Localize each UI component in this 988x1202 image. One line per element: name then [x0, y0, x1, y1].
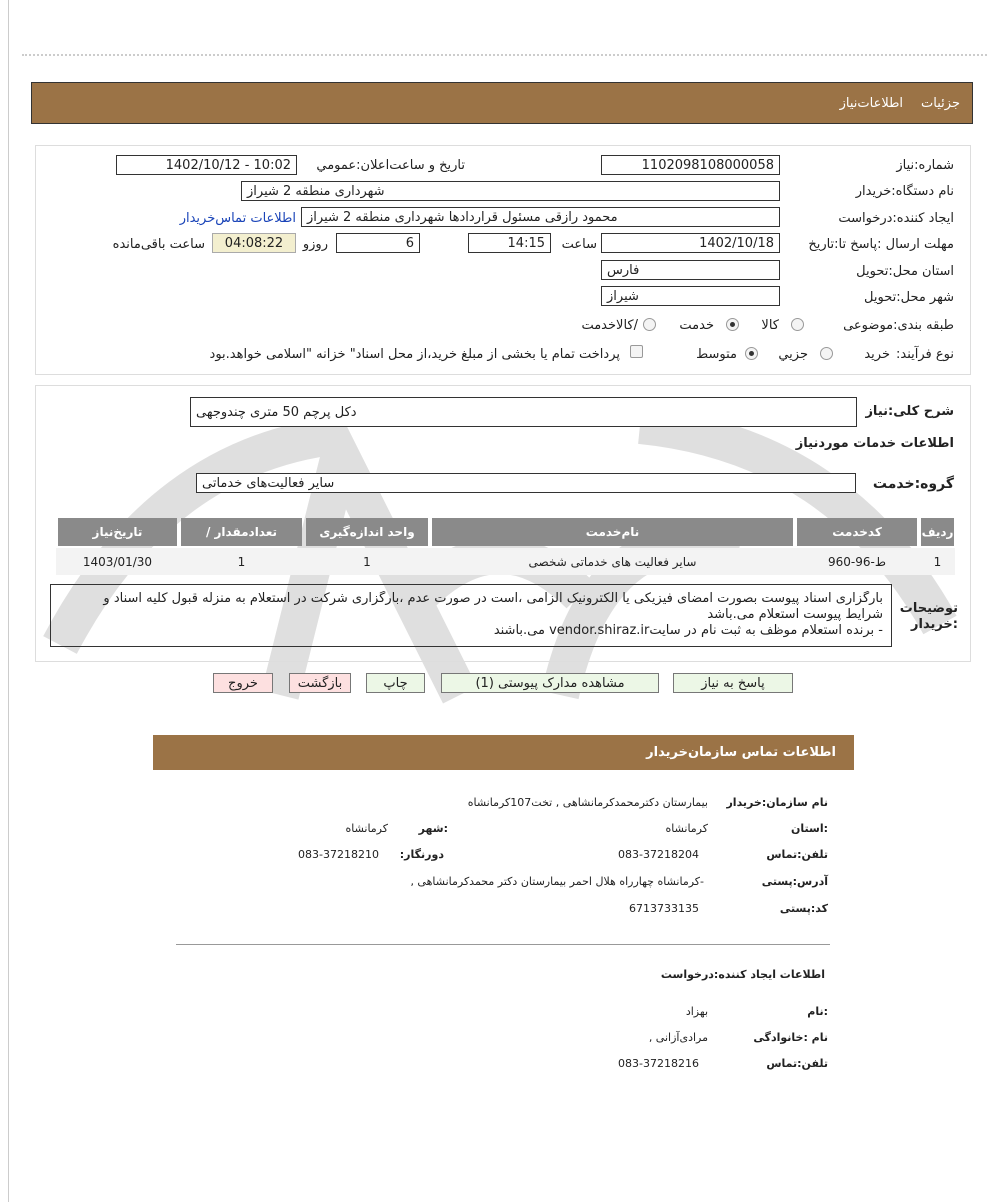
- view-attachments-button[interactable]: مشاهده مدارک پیوستی (1): [441, 673, 659, 693]
- tab-details[interactable]: جزئیات: [921, 95, 960, 111]
- contact-province-value: کرمانشاه: [665, 822, 708, 835]
- buyer-notes-line-2: شرایط پیوست استعلام می.باشد: [707, 607, 883, 622]
- need-number-field: 1102098108000058: [601, 155, 780, 175]
- creator-name-value: بهزاد: [685, 1005, 708, 1018]
- process-minor-radio[interactable]: [820, 347, 833, 360]
- col-header-need-date: تاریخ‌نیاز: [58, 518, 177, 546]
- deadline-time-field: 14:15: [468, 233, 551, 253]
- header-bar: [31, 82, 973, 124]
- col-header-service-name: نام‌خدمت: [432, 518, 793, 546]
- process-minor-label: جزیي: [778, 347, 808, 362]
- deadline-label: مهلت ارسال :پاسخ تا:تاریخ: [808, 237, 954, 252]
- contact-city-label: :شهر: [418, 822, 448, 835]
- creator-name-label: :نام: [807, 1005, 828, 1018]
- creator-family-label: نام :خانوادگی: [753, 1031, 828, 1044]
- col-header-service-code: کدخدمت: [797, 518, 917, 546]
- process-type-label: نوع فرآیند:: [896, 347, 954, 362]
- announce-field: 1402/10/12 - 10:02: [116, 155, 297, 175]
- creator-phone-value: 083-37218216: [618, 1057, 699, 1070]
- deadline-date-field: 1402/10/18: [601, 233, 780, 253]
- cell-service-code: ط-96-960: [828, 555, 886, 569]
- reply-button[interactable]: پاسخ به نیاز: [673, 673, 793, 693]
- deadline-time-label: ساعت: [561, 237, 597, 252]
- days-label: روزو: [302, 237, 328, 252]
- treasury-payment-note: پرداخت تمام یا بخشی از مبلغ خرید،از محل اسناد" خزانه "اسلامی خواهد.بود: [209, 347, 620, 362]
- cell-service-name: سایر فعالیت های خدماتی شخصی: [528, 555, 697, 569]
- category-goods-service-label: /کالاخدمت: [581, 318, 638, 333]
- buyer-notes-box: [50, 584, 892, 647]
- creator-phone-label: تلفن:تماس: [766, 1057, 828, 1070]
- contact-section-header: اطلاعات تماس سازمان‌خریدار: [153, 735, 854, 770]
- delivery-province-label: استان محل:تحویل: [856, 264, 954, 279]
- contact-org-label: نام سازمان:خریدار: [726, 796, 828, 809]
- contact-city-value: کرمانشاه: [345, 822, 388, 835]
- contact-postal-label: کد:پستی: [779, 902, 828, 915]
- col-header-unit: واحد اندازه‌گیری: [306, 518, 428, 546]
- creator-label: ایجاد کننده:درخواست: [838, 211, 954, 226]
- contact-phone-value: 083-37218204: [618, 848, 699, 861]
- print-button[interactable]: چاپ: [366, 673, 425, 693]
- delivery-city-field: شیراز: [601, 286, 780, 306]
- creator-family-value: مرادی‌آزانی ,: [648, 1031, 708, 1044]
- contact-phone-label: تلفن:تماس: [766, 848, 828, 861]
- cell-quantity: 1: [237, 555, 246, 569]
- contact-org-value: بیمارستان دکترمحمدکرمانشاهی , تخت107کرمانشاه: [467, 796, 708, 809]
- process-medium-label: متوسط: [696, 347, 737, 362]
- cell-row-number: 1: [933, 555, 942, 569]
- service-group-label: گروه:خدمت: [872, 476, 954, 492]
- contact-postal-value: 6713733135: [629, 902, 699, 915]
- tab-need-info[interactable]: اطلاعات‌نیاز: [839, 95, 904, 111]
- buyer-notes-label: توضیحات :خریدار: [899, 601, 958, 632]
- services-title: اطلاعات خدمات موردنیاز: [795, 436, 954, 451]
- col-header-row: ردیف: [921, 518, 954, 546]
- delivery-city-label: شهر محل:تحویل: [864, 290, 954, 305]
- contact-province-label: :استان: [791, 822, 828, 835]
- process-prefix: خرید: [864, 347, 890, 362]
- need-info-panel: [35, 145, 971, 375]
- cell-unit: 1: [363, 555, 371, 569]
- col-header-quantity: / تعدادمقدار: [181, 518, 302, 546]
- service-group-field: سایر فعالیت‌های خدماتی: [196, 473, 856, 493]
- buyer-notes-line-1: بارگزاری اسناد پیوست بصورت امضای فیزیکی یا الکترونیک الزامی ،است در صورت عدم ،بارگزاری شرکت در استعلام به منزله قبول کلیه اسناد و: [103, 591, 883, 606]
- contact-address-label: آدرس:پستی: [761, 875, 828, 888]
- need-number-label: شماره:نیاز: [896, 158, 954, 173]
- treasury-payment-checkbox[interactable]: [630, 345, 643, 358]
- creator-section-title: اطلاعات ایجاد کننده:درخواست: [660, 968, 825, 981]
- category-goods-service-radio[interactable]: [643, 318, 656, 331]
- contact-address-value: -کرمانشاه چهارراه هلال احمر بیمارستان دکتر محمدکرمانشاهی ,: [410, 875, 704, 888]
- category-service-label: خدمت: [679, 318, 714, 333]
- creator-field: محمود رازقی مسئول قراردادها شهرداری منطقه 2 شیراز: [301, 207, 780, 227]
- announce-label: تاریخ و ساعت‌اعلان:عمومي: [316, 158, 465, 173]
- buyer-contact-link[interactable]: اطلاعات تماس‌خریدار: [179, 211, 296, 226]
- exit-button[interactable]: خروج: [213, 673, 273, 693]
- remaining-timer: 04:08:22: [212, 233, 296, 253]
- days-field: 6: [336, 233, 420, 253]
- page-left-border: [8, 0, 9, 1202]
- process-medium-radio[interactable]: [745, 347, 758, 360]
- remaining-label: ساعت باقی‌مانده: [112, 237, 205, 252]
- delivery-province-field: فارس: [601, 260, 780, 280]
- category-service-radio[interactable]: [726, 318, 739, 331]
- summary-field: دکل پرچم 50 متری چندوجهی: [190, 397, 857, 427]
- back-button[interactable]: بازگشت: [289, 673, 351, 693]
- buyer-notes-line-3: - برنده استعلام موظف به ثبت نام در سایتvendor.shiraz.ir می.باشند: [493, 623, 883, 638]
- cell-need-date: 1403/01/30: [82, 555, 153, 569]
- buyer-org-field: شهرداری منطقه 2 شیراز: [241, 181, 780, 201]
- category-goods-label: کالا: [761, 318, 779, 333]
- category-label: طبقه بندی:موضوعی: [843, 318, 954, 333]
- contact-divider: [176, 944, 830, 945]
- summary-label: شرح کلی:نیاز: [865, 404, 954, 419]
- contact-fax-value: 083-37218210: [298, 848, 379, 861]
- contact-fax-label: دورنگار:: [399, 848, 444, 861]
- top-divider: [22, 54, 987, 56]
- category-goods-radio[interactable]: [791, 318, 804, 331]
- buyer-org-label: نام دستگاه:خریدار: [855, 184, 954, 199]
